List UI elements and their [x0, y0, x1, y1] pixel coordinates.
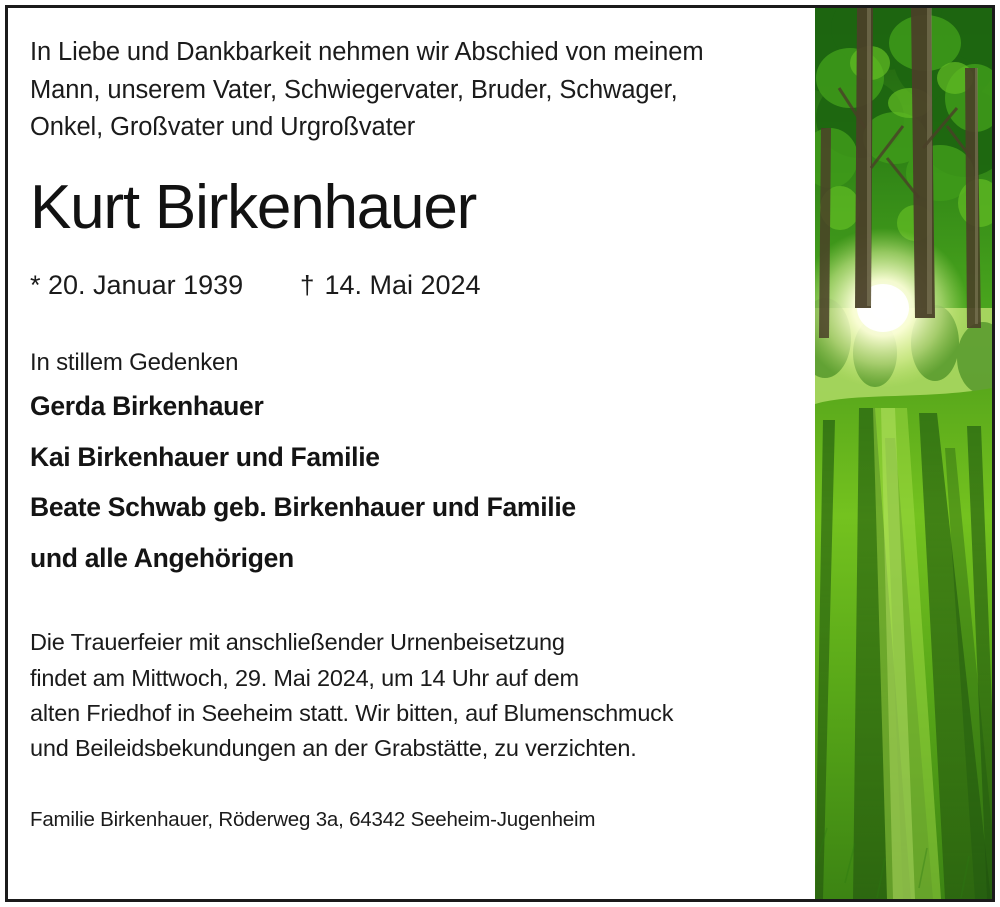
death-date: 14. Mai 2024	[324, 270, 481, 301]
deceased-name: Kurt Birkenhauer	[30, 173, 477, 243]
intro-line-3: Onkel, Großvater und Urgroßvater	[30, 113, 416, 142]
intro-text	[30, 34, 784, 147]
intro-line-2: Mann, unserem Vater, Schwiegervater, Bruder, Schwager,	[30, 75, 678, 104]
list-item: Beate Schwab geb. Birkenhauer und Familie	[30, 492, 576, 523]
trees-meadow-illustration	[815, 8, 992, 899]
birth-date: * 20. Januar 1939	[30, 270, 244, 301]
list-item: Gerda Birkenhauer	[30, 391, 264, 422]
intro-line-1: In Liebe und Dankbarkeit nehmen wir Abschied von meinem	[30, 38, 704, 66]
ceremony-line-1: Die Trauerfeier mit anschließender Urnenbeisetzung	[30, 629, 565, 656]
list-item: Kai Birkenhauer und Familie	[30, 441, 380, 472]
mourners-list	[30, 393, 784, 571]
ceremony-line-4: und Beileidsbekundungen an der Grabstätte, zu verzichten.	[30, 735, 637, 762]
life-dates	[30, 270, 784, 301]
memoriam-label: In stillem Gedenken	[30, 349, 239, 377]
cross-icon: †	[300, 270, 315, 301]
ceremony-details	[30, 625, 784, 766]
obituary-text-column	[8, 8, 814, 899]
family-address: Familie Birkenhauer, Röderweg 3a, 64342 Seeheim-Jugenheim	[30, 808, 596, 832]
ceremony-line-2: findet am Mittwoch, 29. Mai 2024, um 14 Uhr auf dem	[30, 664, 579, 691]
ceremony-line-3: alten Friedhof in Seeheim statt. Wir bitten, auf Blumenschmuck	[30, 699, 674, 726]
memorial-photo	[815, 8, 992, 899]
list-item: und alle Angehörigen	[30, 542, 294, 573]
